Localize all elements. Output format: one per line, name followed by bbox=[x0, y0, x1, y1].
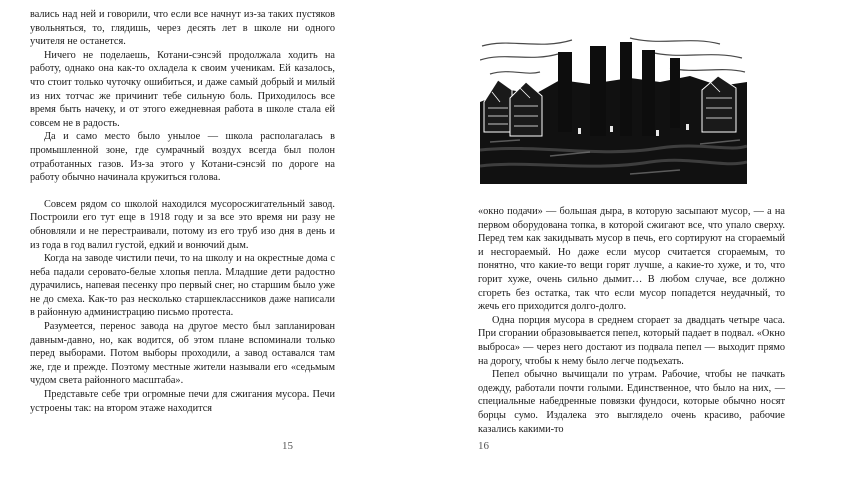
left-page-text bbox=[30, 8, 335, 415]
page-number: 16 bbox=[478, 440, 489, 452]
right-page-text bbox=[478, 205, 785, 436]
paragraph: Когда на заводе чистили печи, то на школу и на окрестные дома с неба падали серовато-белые хлопья пепла. Младшие дети радостно дурачились, напевая песенку про первый снег, но старшим было уже не до смеха. Как-то раз несколько старшеклассников даже написали в районную администрацию письмо протеста. bbox=[30, 253, 335, 319]
paragraph: «окно подачи» — большая дыра, в которую засыпают мусор, — а на первом оборудована топка, в которой сжигают все, что упало сверху. Перед тем как закидывать мусор в печь, его сортируют на сгораемый и несгораемый. Но даже если мусор считается сгораемым, то понятно, что какие-то вещи горят лучше, а какие-то хуже, и то, что горит хуже, очень сильно дымит… В любом случае, все должно сгореть без остатка, так что если мусор попадется неудачный, то жечь его приходится долго-долго. bbox=[478, 206, 785, 313]
paragraph: вались над ней и говорили, что если все начнут из-за таких пустяков увольняться, то, глядишь, через десять лет в школе ни одного учителя не останется. bbox=[30, 9, 335, 48]
paragraph: Представьте себе три огромные печи для сжигания мусора. Печи устроены так: на втором этаже находится bbox=[30, 389, 335, 414]
paragraph: Пепел обычно вычищали по утрам. Рабочие, чтобы не пачкать одежду, работали почти голыми. Единственное, что было на них, — специальные набедренные повязки фундоси, которые обычно носят борцы сумо. Издалека это выглядело очень красиво, рабочие казались какими-то bbox=[478, 369, 785, 435]
paragraph: Одна порция мусора в среднем сгорает за двадцать четыре часа. При сгорании образовывается пепел, который падает в подвал. «Окно выброса» — через него достают из подвала пепел — выходит прямо на дорогу, чтобы к нему было легче подъехать. bbox=[478, 314, 785, 367]
factory-illustration bbox=[480, 32, 747, 184]
paragraph: Совсем рядом со школой находился мусоросжигательный завод. Построили его тут еще в 1918 году и за все это время ни разу не обновляли и не перестраивали, потому из его труб изо дня в день и из года в год валил густой, едкий и вонючий дым. bbox=[30, 198, 335, 251]
page-number: 15 bbox=[282, 440, 293, 452]
paragraph: Да и само место было унылое — школа располагалась в промышленной зоне, где сумрачный воздух всегда был полон отработанных газов. Из-за этого у Котани-сэнсэй по дороге на работу обычно начинала кружиться голова. bbox=[30, 131, 335, 184]
factory-chimneys-icon bbox=[480, 32, 747, 184]
right-page bbox=[428, 0, 855, 477]
paragraph: Разумеется, перенос завода на другое место был запланирован давным-давно, но, как водится, об этом плане вспоминали только перед выборами. Потом выборы проходили, а завод оставался там же, где и прежде. Поэтому местные жители называли его «седьмым чудом света районного масштаба». bbox=[30, 321, 335, 387]
left-page bbox=[0, 0, 420, 477]
paragraph: Ничего не поделаешь, Котани-сэнсэй продолжала ходить на работу, однако она как-то охладела к своим ученикам. Ей казалось, что стоит только чуточку ошибиться, и даже самый добрый и милый из них тотчас же причинит тебе сильную боль. Приходилось все время быть начеку, и от этого ежедневная работа в школе стала ей совсем не в радость. bbox=[30, 49, 335, 129]
